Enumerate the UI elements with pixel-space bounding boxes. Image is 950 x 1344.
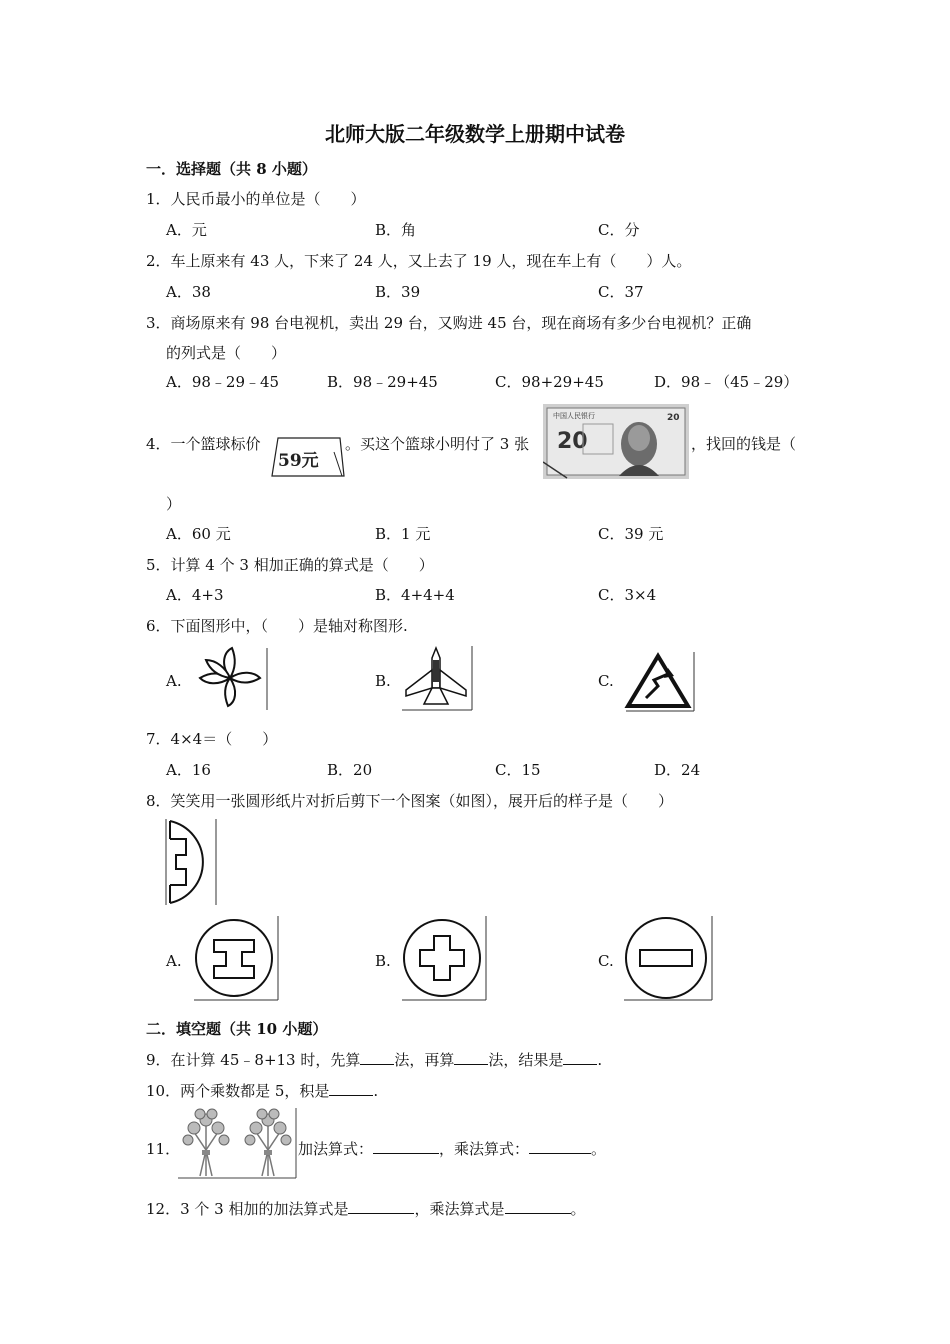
question-6-option-c: C. bbox=[598, 672, 614, 690]
question-10-part2: . bbox=[373, 1082, 379, 1100]
question-9-part3: 法，结果是 bbox=[488, 1051, 564, 1069]
question-10 bbox=[146, 1080, 378, 1101]
question-3-option-b: B．98﹣29+45 bbox=[327, 373, 438, 391]
question-8-stem: 8．笑笑用一张圆形纸片对折后剪下一个图案（如图），展开后的样子是（ ） bbox=[146, 792, 674, 810]
question-4-stem-a: 4．一个篮球标价 bbox=[146, 435, 261, 453]
question-8-option-c: C. bbox=[598, 952, 614, 970]
question-3-stem-line1: 3．商场原来有 98 台电视机，卖出 29 台，又购进 45 台，现在商场有多少台电视机？正确 bbox=[146, 314, 752, 332]
question-7-option-c: C．15 bbox=[495, 761, 541, 779]
question-7-option-d: D．24 bbox=[654, 761, 701, 779]
question-2-stem: 2．车上原来有 43 人，下来了 24 人，又上去了 19 人，现在车上有（ ）人。 bbox=[146, 252, 692, 270]
question-3-option-c: C．98+29+45 bbox=[495, 373, 604, 391]
question-8-option-b: B. bbox=[375, 952, 391, 970]
price-tag-image bbox=[268, 432, 346, 480]
question-2-option-c: C．37 bbox=[598, 283, 644, 301]
question-9-blank-1[interactable] bbox=[360, 1064, 394, 1065]
question-4-option-c: C．39 元 bbox=[598, 525, 664, 543]
question-12-part3: 。 bbox=[570, 1200, 586, 1218]
question-11-text bbox=[298, 1138, 606, 1159]
flower-bouquets-figure bbox=[176, 1106, 298, 1180]
question-4-stem-d: ） bbox=[166, 495, 182, 513]
question-6-option-b: B. bbox=[375, 672, 391, 690]
question-4-stem-b: 。买这个篮球小明付了 3 张 bbox=[345, 435, 530, 453]
question-5-option-a: A．4+3 bbox=[166, 586, 224, 604]
question-1-option-c: C．分 bbox=[598, 221, 640, 239]
banknote-value: 20 bbox=[557, 429, 588, 454]
question-1-option-a: A．元 bbox=[166, 221, 207, 239]
question-5-stem: 5．计算 4 个 3 相加正确的算式是（ ） bbox=[146, 556, 434, 574]
question-5-option-b: B．4+4+4 bbox=[375, 586, 455, 604]
question-3-stem-line2: 的列式是（ ） bbox=[166, 344, 287, 362]
question-2-option-a: A．38 bbox=[166, 283, 211, 301]
question-3-option-a: A．98﹣29﹣45 bbox=[166, 373, 280, 391]
circle-i-shape-figure bbox=[192, 914, 282, 1002]
bouquet-1 bbox=[183, 1109, 229, 1176]
question-2-option-b: B．39 bbox=[375, 283, 421, 301]
airplane-figure bbox=[400, 644, 474, 712]
question-4-option-a: A．60 元 bbox=[166, 525, 231, 543]
question-1-option-b: B．角 bbox=[375, 221, 417, 239]
banknote-corner-value: 20 bbox=[667, 413, 680, 423]
question-11-blank-2[interactable] bbox=[529, 1153, 591, 1154]
question-7-stem: 7．4×4＝（ ） bbox=[146, 730, 278, 748]
section-fill-heading: 二．填空题（共 10 小题） bbox=[146, 1020, 328, 1038]
question-5-option-c: C．3×4 bbox=[598, 586, 657, 604]
question-12-blank-2[interactable] bbox=[505, 1213, 571, 1214]
question-9 bbox=[146, 1049, 602, 1070]
question-11-part1: 加法算式： bbox=[298, 1140, 374, 1158]
question-9-part2: 法，再算 bbox=[394, 1051, 455, 1069]
question-3-option-d: D．98﹣（45﹣29） bbox=[654, 373, 799, 391]
question-12-blank-1[interactable] bbox=[348, 1213, 414, 1214]
banknote-image bbox=[543, 404, 689, 479]
price-tag-text: 59元 bbox=[278, 451, 319, 471]
banknote-header: 中国人民银行 bbox=[553, 412, 595, 420]
question-7-option-b: B．20 bbox=[327, 761, 373, 779]
question-11-part2: ，乘法算式： bbox=[439, 1140, 530, 1158]
pinwheel-flower-figure bbox=[190, 644, 270, 712]
question-8-option-a: A. bbox=[166, 952, 182, 970]
question-4-option-b: B．1 元 bbox=[375, 525, 431, 543]
question-11-number: 11． bbox=[146, 1140, 181, 1158]
question-12 bbox=[146, 1198, 586, 1219]
circle-bar-shape-figure bbox=[622, 914, 714, 1002]
question-6-stem: 6．下面图形中，（ ）是轴对称图形. bbox=[146, 617, 408, 635]
question-12-part2: ，乘法算式是 bbox=[414, 1200, 505, 1218]
question-9-part1: 9．在计算 45﹣8+13 时，先算 bbox=[146, 1051, 361, 1069]
question-9-blank-3[interactable] bbox=[563, 1064, 597, 1065]
section-choice-heading: 一．选择题（共 8 小题） bbox=[146, 160, 317, 178]
question-12-part1: 12．3 个 3 相加的加法算式是 bbox=[146, 1200, 349, 1218]
question-6-option-a: A. bbox=[166, 672, 182, 690]
folded-half-circle-figure bbox=[164, 817, 218, 907]
question-9-blank-2[interactable] bbox=[454, 1064, 488, 1065]
question-7-option-a: A．16 bbox=[166, 761, 211, 779]
bouquet-2 bbox=[245, 1109, 291, 1176]
question-10-blank[interactable] bbox=[329, 1095, 373, 1096]
question-1-stem: 1．人民币最小的单位是（ ） bbox=[146, 190, 366, 208]
question-10-part1: 10．两个乘数都是 5，积是 bbox=[146, 1082, 330, 1100]
question-11-blank-1[interactable] bbox=[373, 1153, 439, 1154]
question-11-part3: 。 bbox=[591, 1140, 607, 1158]
page-title: 北师大版二年级数学上册期中试卷 bbox=[325, 122, 625, 146]
circle-cross-shape-figure bbox=[400, 914, 490, 1002]
triangle-road-sign-figure bbox=[624, 650, 696, 712]
question-4-stem-c: ，找回的钱是（ bbox=[691, 435, 797, 453]
question-9-part4: . bbox=[597, 1051, 603, 1069]
